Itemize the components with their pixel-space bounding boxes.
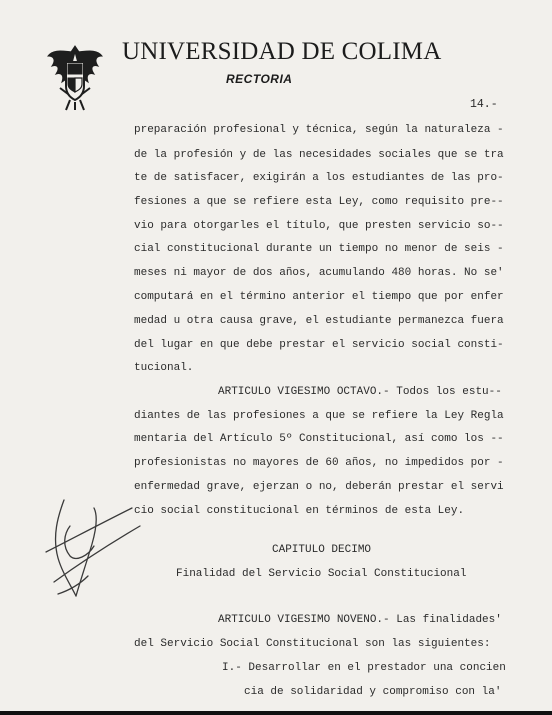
body-line: computará en el término anterior el tiempo que por enfer <box>134 291 504 303</box>
chapter-subtitle: Finalidad del Servicio Social Constitucional <box>176 568 467 580</box>
body-line: enfermedad grave, ejerzan o no, deberán prestar el servi <box>134 481 504 493</box>
body-line: tucional. <box>134 362 194 374</box>
body-line: del Servicio Social Constitucional son las siguientes: <box>134 638 491 650</box>
body-line: meses ni mayor de dos años, acumulando 480 horas. No se' <box>134 267 504 279</box>
body-line: preparación profesional y técnica, según la naturaleza - <box>134 124 504 136</box>
body-line: diantes de las profesiones a que se refiere la Ley Regla <box>134 410 504 422</box>
page-number: 14.- <box>470 98 498 111</box>
university-crest-logo <box>46 42 104 112</box>
body-line: cial constitucional durante un tiempo no menor de seis - <box>134 243 504 255</box>
body-line: mentaria del Artículo 5º Constitucional, así como los -- <box>134 433 504 445</box>
article-heading: ARTICULO VIGESIMO OCTAVO.- Todos los estu-- <box>218 386 502 398</box>
body-line: profesionistas no mayores de 60 años, no impedidos por - <box>134 457 504 469</box>
handwritten-signature <box>36 486 146 606</box>
body-line: medad u otra causa grave, el estudiante permanezca fuera <box>134 315 504 327</box>
office-name: RECTORIA <box>226 72 293 86</box>
body-line: cio social constitucional en términos de esta Ley. <box>134 505 465 517</box>
article-heading: ARTICULO VIGESIMO NOVENO.- Las finalidades' <box>218 614 502 626</box>
body-line: te de satisfacer, exigirán a los estudiantes de las pro- <box>134 172 504 184</box>
body-line: vio para otorgarles el título, que presten servicio so-- <box>134 220 504 232</box>
scan-edge <box>0 711 552 715</box>
body-line: de la profesión y de las necesidades sociales que se tra <box>134 149 504 161</box>
chapter-title: CAPITULO DECIMO <box>272 544 372 556</box>
list-item-line: I.- Desarrollar en el prestador una concien <box>222 662 506 674</box>
list-item-line: cia de solidaridad y compromiso con la' <box>244 686 502 698</box>
university-name: UNIVERSIDAD DE COLIMA <box>122 38 442 65</box>
body-line: del lugar en que debe prestar el servicio social consti- <box>134 339 504 351</box>
body-line: fesiones a que se refiere esta Ley, como requisito pre-- <box>134 196 504 208</box>
